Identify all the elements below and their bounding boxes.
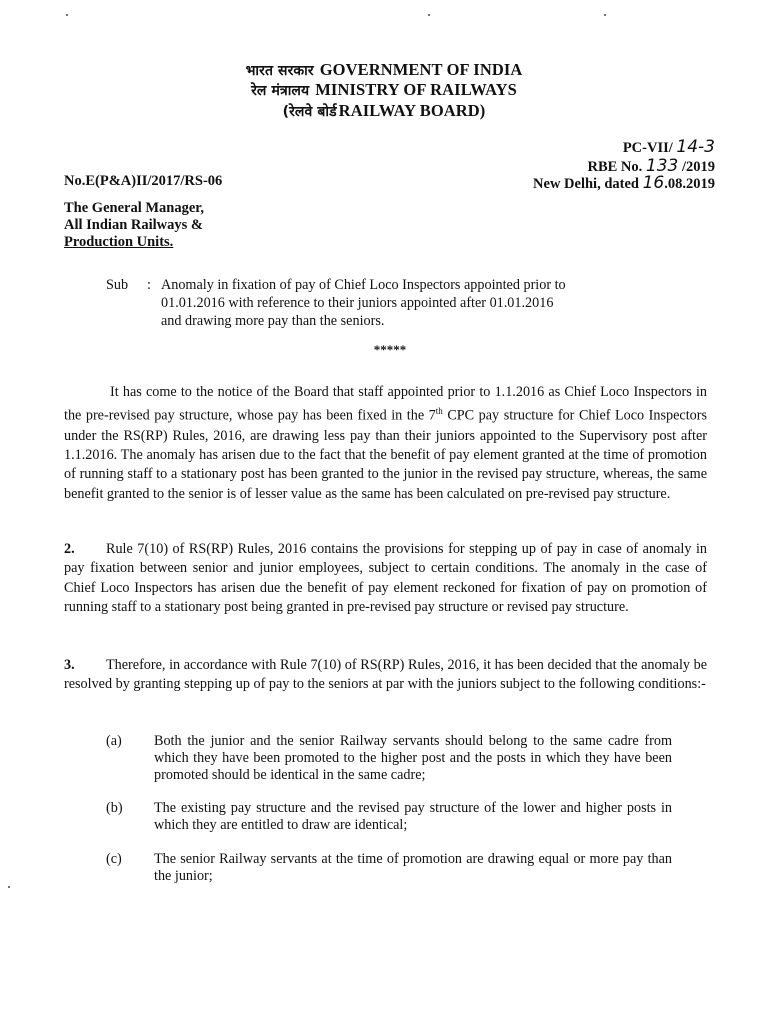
header-line-government: भारत सरकार GOVERNMENT OF INDIA [245,60,523,79]
paragraph-1: It has come to the notice of the Board that staff appointed prior to 1.1.2016 as Chief Loco Inspectors in the pre-revised pay structure, whose pay has been fixed in the 7th CPC pay structure for Chief Loco Inspectors under the RS(RP) Rules, 2016, are drawing less pay than their juniors appointed to the Supervisory post after 1.1.2016. The anomaly has arisen due to the fact that the benefit of pay element granted at the time of promotion of running staff to a stationary post has been granted to the junior in the revised pay structure, whereas, the same benefit granted to the senior is of lesser value as the same has been calculated on pre-revised pay structure. [64,384,707,502]
scan-speck [8,886,10,888]
separator: ***** [373,342,407,357]
date-line: New Delhi, dated 16.08.2019 [533,173,715,193]
paragraph-2: 2. Rule 7(10) of RS(RP) Rules, 2016 contains the provisions for stepping up of pay in case of anomaly in pay fixation between senior and junior employees, subject to certain conditions. The anomaly in the case of Chief Loco Inspectors has arisen due the benefit of pay element reckoned for fixation of pay on promotion of running staff to a stationary post being granted in pre-revised pay structure or revised pay structure. [64,541,707,616]
scan-speck [428,14,430,16]
condition-a-label: (a) [106,733,122,749]
addressee-line-1: The General Manager, [64,200,205,216]
rbe-reference: RBE No. 133 /2019 [587,156,715,176]
addressee-line-2: All Indian Railways & [64,217,203,233]
condition-b-text: The existing pay structure and the revised pay structure of the lower and higher posts in which they are entitled to draw are identical; [154,800,672,833]
condition-c-label: (c) [106,851,122,867]
addressee-line-3: Production Units. [64,234,174,250]
header-line-board: (रेलवे बोर्ड RAILWAY BOARD) [282,101,486,120]
subject-text: Anomaly in fixation of pay of Chief Loco Inspectors appointed prior to 01.01.2016 with reference to their juniors appointed after 01.01.2016 and drawing more pay than the seniors. [161,277,566,329]
pc-reference: PC-VII/ 14-3 [622,137,715,157]
header-line-ministry: रेल मंत्रालय MINISTRY OF RAILWAYS [251,80,517,99]
subject-label: Sub [106,277,129,293]
condition-b-label: (b) [106,800,123,816]
scan-speck [604,14,606,16]
scan-speck [66,14,68,16]
condition-c-text: The senior Railway servants at the time of promotion are drawing equal or more pay than the junior; [154,851,672,884]
condition-a-text: Both the junior and the senior Railway servants should belong to the same cadre from which they have been promoted to the higher post and the posts in which they have been promoted should be identical in the same cadre; [154,733,672,783]
subject-colon: : [147,277,151,293]
paragraph-3: 3. Therefore, in accordance with Rule 7(10) of RS(RP) Rules, 2016, it has been decided that the anomaly be resolved by granting stepping up of pay to the seniors at par with the juniors subject to the following conditions:- [64,657,707,693]
file-number: No.E(P&A)II/2017/RS-06 [64,173,223,189]
